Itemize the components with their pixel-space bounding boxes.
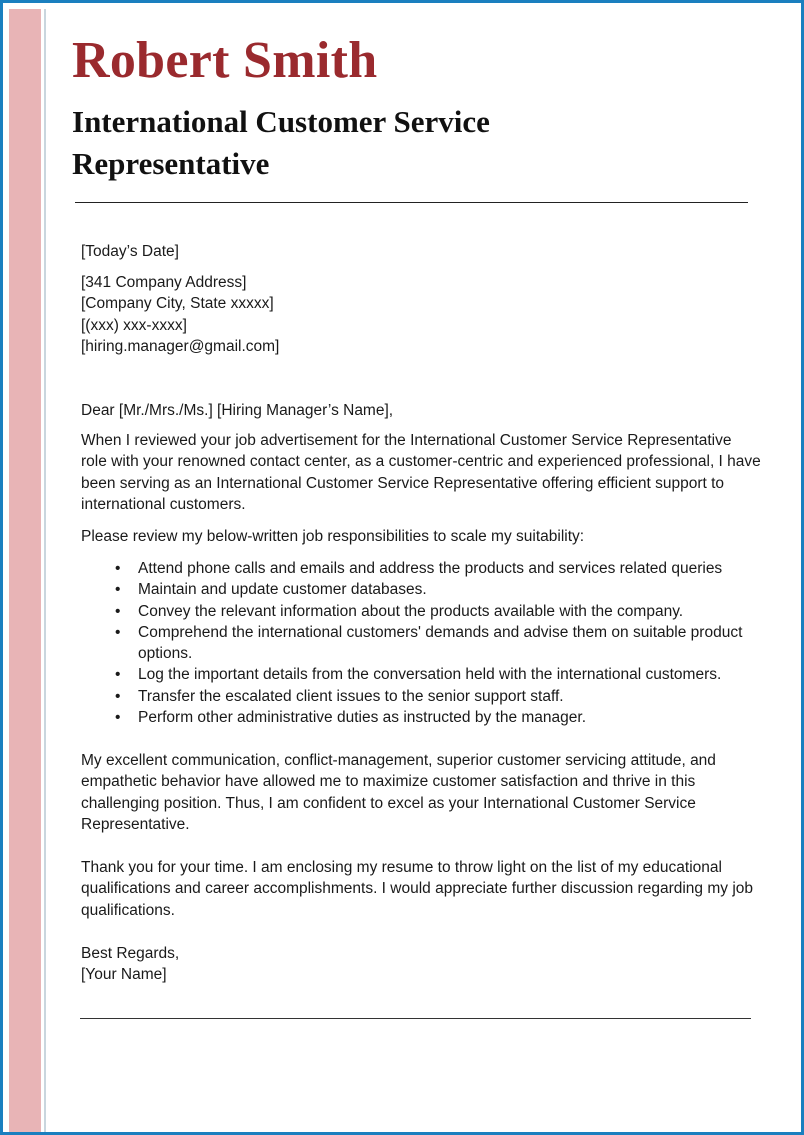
signature-name: [Your Name] [81, 966, 167, 984]
opening-paragraph: When I reviewed your job advertisement for the International Customer Service Representative role with your renowned contact center, as a customer-centric and experienced professional, I have been serving as an International Customer Service Representative offering efficient support to international customers. [81, 432, 761, 513]
letter-date: [Today’s Date] [81, 243, 179, 260]
bullet-icon: • [115, 666, 121, 684]
recipient-address: [341 Company Address] [81, 274, 247, 291]
bullet-icon: • [115, 581, 121, 599]
footer-divider [80, 1018, 751, 1019]
qualifications-paragraph: My excellent communication, conflict-management, superior customer servicing attitude, and empathetic behavior have allowed me to maximize customer satisfaction and thrive in this challenging position. Thus, I am confident to excel as your International Customer Service Representative. [81, 752, 716, 833]
list-item-text: Attend phone calls and emails and address the products and services related queries [138, 560, 723, 577]
bullet-icon: • [115, 709, 121, 727]
decorative-side-band [9, 9, 41, 1132]
recipient-phone: [(xxx) xxx-xxxx] [81, 316, 187, 334]
responsibilities-intro: Please review my below-written job responsibilities to scale my suitability: [81, 528, 585, 545]
list-item-text: Maintain and update customer databases. [138, 581, 427, 599]
list-item [110, 558, 760, 579]
list-item-text: Transfer the escalated client issues to the senior support staff. [138, 687, 564, 705]
salutation: Dear [Mr./Mrs./Ms.] [Hiring Manager’s Name], [81, 402, 394, 419]
bullet-icon: • [115, 687, 121, 705]
bullet-icon: • [115, 602, 121, 620]
list-item [110, 601, 760, 622]
list-item [110, 707, 760, 728]
closing-paragraph: Thank you for your time. I am enclosing my resume to throw light on the list of my educational qualifications and career accomplishments. I would appreciate further discussion regarding my job qualifications. [81, 859, 754, 919]
list-item-text: Log the important details from the conversation held with the international customers. [138, 666, 722, 684]
list-item [110, 686, 760, 707]
header-divider [75, 202, 748, 203]
decorative-side-line [44, 9, 46, 1132]
sign-off: Best Regards, [81, 945, 180, 962]
bullet-icon: • [115, 560, 121, 577]
list-item [110, 579, 760, 600]
list-item-text: Perform other administrative duties as instructed by the manager. [138, 709, 586, 727]
bullet-icon: • [115, 623, 121, 641]
recipient-address-block [81, 272, 761, 357]
responsibilities-list [110, 558, 760, 728]
job-title: International Customer Service Representative [72, 104, 490, 181]
list-item [110, 622, 760, 665]
list-item-text: Convey the relevant information about the products available with the company. [138, 602, 684, 620]
recipient-city-state: [Company City, State xxxxx] [81, 295, 274, 313]
applicant-name: Robert Smith [72, 32, 378, 89]
list-item-text: Comprehend the international customers' demands and advise them on suitable product options. [138, 623, 743, 663]
list-item [110, 664, 760, 685]
signature-block [81, 943, 761, 986]
recipient-email: [hiring.manager@gmail.com] [81, 337, 280, 355]
